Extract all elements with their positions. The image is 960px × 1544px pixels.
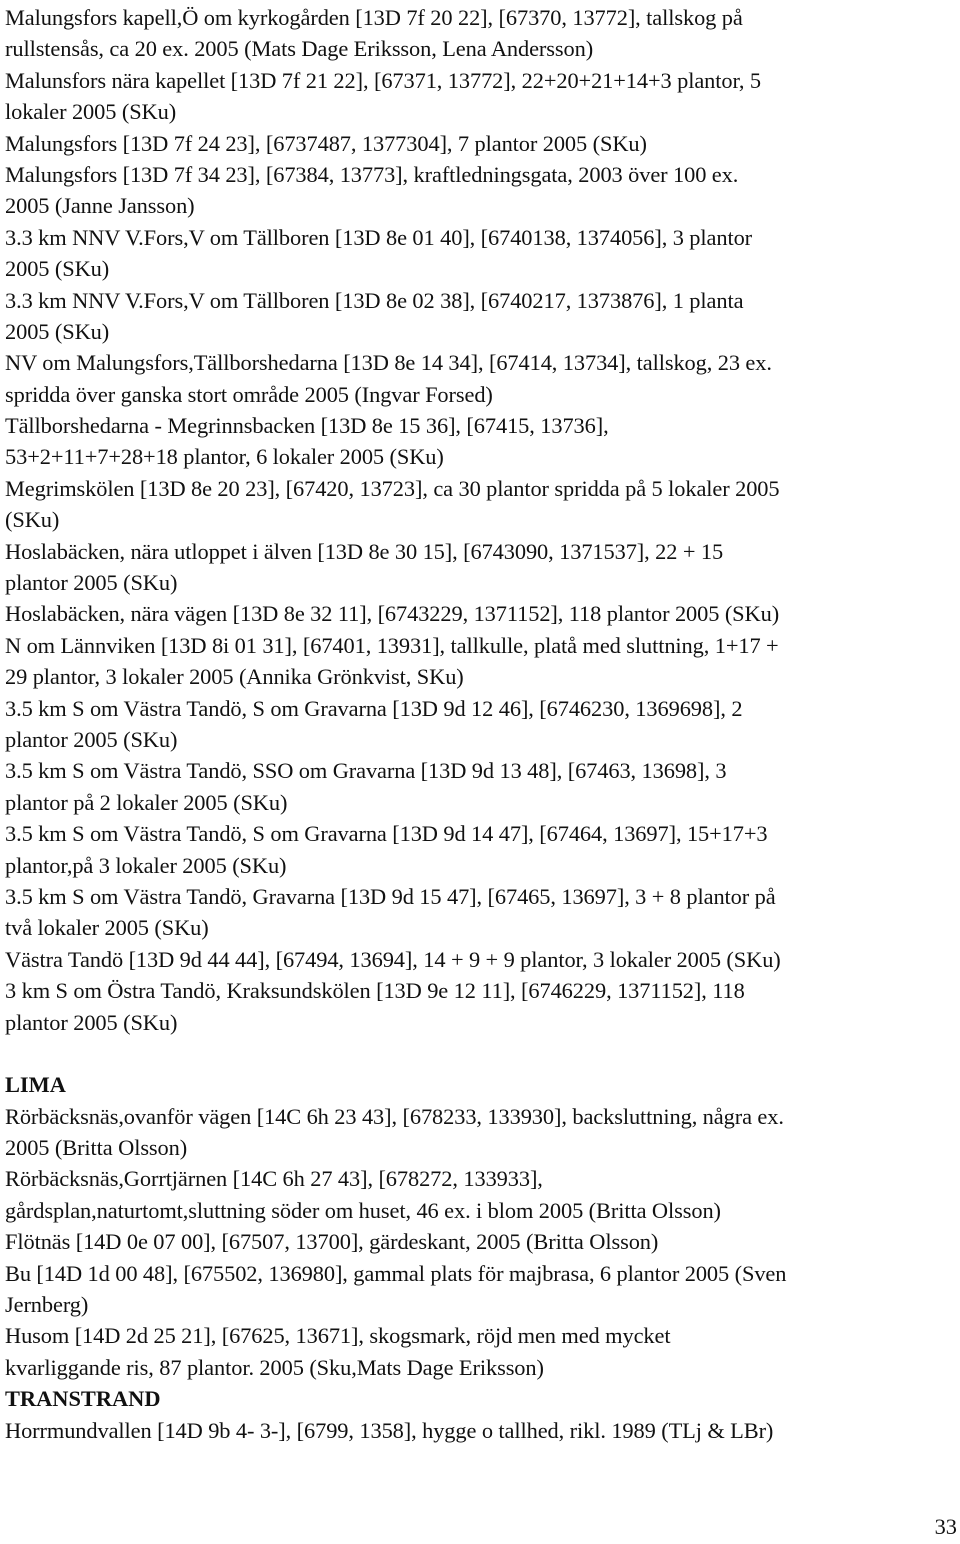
text-line: Malungsfors [13D 7f 34 23], [67384, 13773], kraftledningsgata, 2003 över 100 ex. [5, 161, 739, 187]
text-line: plantor 2005 (SKu) [5, 570, 178, 596]
section-lima [5, 1101, 957, 1384]
text-line: 3.3 km NNV V.Fors,V om Tällboren [13D 8e 01 40], [6740138, 1374056], 3 plantor [5, 224, 753, 250]
text-line: Husom [14D 2d 25 21], [67625, 13671], skogsmark, röjd men med mycket [5, 1323, 671, 1349]
text-line: Malungsfors [13D 7f 24 23], [6737487, 1377304], 7 plantor 2005 (SKu) [5, 130, 647, 156]
text-line: 2005 (SKu) [5, 256, 110, 282]
text-line: NV om Malungsfors,Tällborshedarna [13D 8e 14 34], [67414, 13734], tallskog, 23 ex. [5, 350, 772, 376]
heading-lima: LIMA [5, 1072, 66, 1098]
text-line: plantor 2005 (SKu) [5, 726, 178, 752]
text-line: Hoslabäcken, nära utloppet i älven [13D 8e 30 15], [6743090, 1371537], 22 + 15 [5, 538, 724, 564]
text-line: Rörbäcksnäs,Gorrtjärnen [14C 6h 27 43], [678272, 133933], [5, 1166, 543, 1192]
text-line: Malungsfors kapell,Ö om kyrkogården [13D 7f 20 22], [67370, 13772], tallskog på [5, 5, 743, 30]
text-line: gårdsplan,naturtomt,sluttning söder om huset, 46 ex. i blom 2005 (Britta Olsson) [5, 1197, 721, 1223]
page-number: 33 [934, 1514, 957, 1539]
text-line: spridda över ganska stort område 2005 (Ingvar Forsed) [5, 381, 493, 407]
text-line: rullstensås, ca 20 ex. 2005 (Mats Dage Eriksson, Lena Andersson) [5, 36, 594, 62]
text-line: 3 km S om Östra Tandö, Kraksundskölen [13D 9e 12 11], [6746229, 1371152], 118 [5, 978, 745, 1004]
section-malung [5, 2, 957, 1038]
text-line: Malunsfors nära kapellet [13D 7f 21 22], [67371, 13772], 22+20+21+14+3 plantor, 5 [5, 67, 762, 93]
text-line: 2005 (Britta Olsson) [5, 1135, 188, 1161]
heading-transtrand: TRANSTRAND [5, 1386, 161, 1412]
text-line: 3.5 km S om Västra Tandö, Gravarna [13D 9d 15 47], [67465, 13697], 3 + 8 plantor på [5, 883, 776, 909]
text-line: plantor 2005 (SKu) [5, 1009, 178, 1035]
text-line: två lokaler 2005 (SKu) [5, 915, 209, 941]
text-line: 53+2+11+7+28+18 plantor, 6 lokaler 2005 (SKu) [5, 444, 444, 470]
text-line: lokaler 2005 (SKu) [5, 99, 177, 125]
section-gap [5, 1038, 957, 1069]
text-line: 2005 (Janne Jansson) [5, 193, 195, 219]
section-transtrand [5, 1415, 957, 1446]
text-line: 29 plantor, 3 lokaler 2005 (Annika Grönkvist, SKu) [5, 664, 464, 690]
text-line: Västra Tandö [13D 9d 44 44], [67494, 13694], 14 + 9 + 9 plantor, 3 lokaler 2005 (SKu) [5, 946, 781, 972]
text-line: 3.5 km S om Västra Tandö, S om Gravarna [13D 9d 14 47], [67464, 13697], 15+17+3 [5, 821, 768, 847]
text-line: plantor på 2 lokaler 2005 (SKu) [5, 789, 288, 815]
document-page [5, 2, 957, 1446]
text-line: (SKu) [5, 507, 60, 533]
text-line: 3.5 km S om Västra Tandö, SSO om Gravarna [13D 9d 13 48], [67463, 13698], 3 [5, 758, 727, 784]
text-line: Megrimskölen [13D 8e 20 23], [67420, 13723], ca 30 plantor spridda på 5 lokaler 2005 [5, 475, 780, 501]
text-line: N om Lännviken [13D 8i 01 31], [67401, 13931], tallkulle, platå med sluttning, 1+17 + [5, 632, 779, 658]
text-line: 3.3 km NNV V.Fors,V om Tällboren [13D 8e 02 38], [6740217, 1373876], 1 planta [5, 287, 744, 313]
text-line: Bu [14D 1d 00 48], [675502, 136980], gammal plats för majbrasa, 6 plantor 2005 (Sven [5, 1260, 787, 1286]
text-line: plantor,på 3 lokaler 2005 (SKu) [5, 852, 287, 878]
text-line: Horrmundvallen [14D 9b 4- 3-], [6799, 1358], hygge o tallhed, rikl. 1989 (TLj & LBr) [5, 1417, 774, 1443]
text-line: Flötnäs [14D 0e 07 00], [67507, 13700], gärdeskant, 2005 (Britta Olsson) [5, 1229, 659, 1255]
text-line: Jernberg) [5, 1292, 89, 1318]
text-line: kvarliggande ris, 87 plantor. 2005 (Sku,Mats Dage Eriksson) [5, 1354, 544, 1380]
text-line: Tällborshedarna - Megrinnsbacken [13D 8e 15 36], [67415, 13736], [5, 413, 609, 439]
text-line: Hoslabäcken, nära vägen [13D 8e 32 11], [6743229, 1371152], 118 plantor 2005 (SKu) [5, 601, 780, 627]
text-line: Rörbäcksnäs,ovanför vägen [14C 6h 23 43], [678233, 133930], backsluttning, några ex. [5, 1103, 784, 1129]
text-line: 2005 (SKu) [5, 318, 110, 344]
text-line: 3.5 km S om Västra Tandö, S om Gravarna [13D 9d 12 46], [6746230, 1369698], 2 [5, 695, 743, 721]
